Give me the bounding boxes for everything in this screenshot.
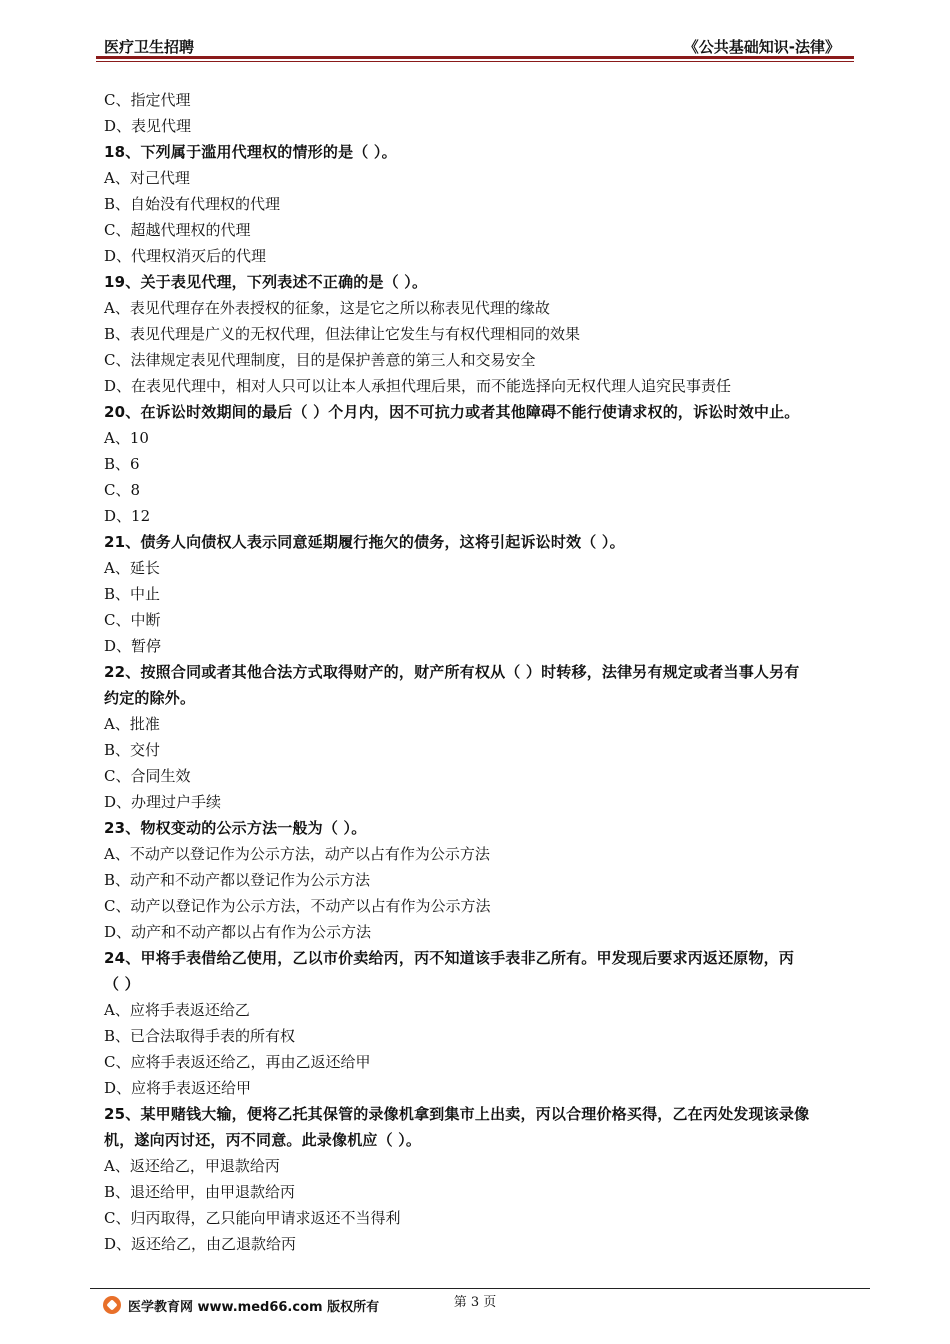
option-line: B、已合法取得手表的所有权 — [104, 1027, 296, 1045]
option-line: D、暂停 — [104, 637, 162, 655]
question-line: 19、关于表见代理，下列表述不正确的是（ ）。 — [104, 273, 428, 291]
option-line: B、动产和不动产都以登记作为公示方法 — [104, 871, 371, 889]
option-line: A、延长 — [104, 559, 160, 577]
option-line: D、代理权消灭后的代理 — [104, 247, 267, 265]
question-line: 约定的除外。 — [104, 689, 196, 707]
option-line: D、表见代理 — [104, 117, 192, 135]
option-line: C、指定代理 — [104, 91, 191, 109]
question-line: （ ） — [104, 975, 140, 993]
question-line: 20、在诉讼时效期间的最后（ ）个月内，因不可抗力或者其他障碍不能行使请求权的，诉讼时效中止。 — [104, 403, 800, 421]
header-right-title: 《公共基础知识-法律》 — [683, 38, 840, 56]
footer-brand: 医学教育网 www.med66.com 版权所有 — [128, 1300, 380, 1315]
question-line: 21、债务人向债权人表示同意延期履行拖欠的债务，这将引起诉讼时效（ ）。 — [104, 533, 625, 551]
question-list — [104, 87, 864, 1257]
footer-rule — [90, 1288, 870, 1289]
option-line: A、表见代理存在外表授权的征象，这是它之所以称表见代理的缘故 — [104, 299, 550, 317]
option-line: D、办理过户手续 — [104, 793, 222, 811]
question-line: 23、物权变动的公示方法一般为（ ）。 — [104, 819, 367, 837]
option-line: B、自始没有代理权的代理 — [104, 195, 281, 213]
option-line: D、在表见代理中，相对人只可以让本人承担代理后果，而不能选择向无权代理人追究民事责任 — [104, 377, 732, 395]
option-line: A、应将手表返还给乙 — [104, 1001, 250, 1019]
page-number: 第 3 页 — [453, 1295, 497, 1310]
option-line: C、8 — [104, 481, 141, 499]
question-line: 24、甲将手表借给乙使用，乙以市价卖给丙，丙不知道该手表非乙所有。甲发现后要求丙返还原物，丙 — [104, 949, 795, 967]
option-line: D、应将手表返还给甲 — [104, 1079, 252, 1097]
option-line: C、法律规定表见代理制度，目的是保护善意的第三人和交易安全 — [104, 351, 536, 369]
option-line: C、应将手表返还给乙，再由乙返还给甲 — [104, 1053, 371, 1071]
option-line: C、超越代理权的代理 — [104, 221, 251, 239]
header-rule-thin — [96, 61, 854, 62]
question-line: 25、某甲赌钱大输，便将乙托其保管的录像机拿到集市上出卖，丙以合理价格买得，乙在丙处发现该录像 — [104, 1105, 810, 1123]
header-rule — [96, 56, 854, 59]
option-line: D、动产和不动产都以占有作为公示方法 — [104, 923, 372, 941]
option-line: B、中止 — [104, 585, 161, 603]
option-line: C、归丙取得，乙只能向甲请求返还不当得利 — [104, 1209, 401, 1227]
option-line: C、中断 — [104, 611, 161, 629]
option-line: B、表见代理是广义的无权代理，但法律让它发生与有权代理相同的效果 — [104, 325, 581, 343]
option-line: A、不动产以登记作为公示方法，动产以占有作为公示方法 — [104, 845, 490, 863]
option-line: C、合同生效 — [104, 767, 191, 785]
option-line: C、动产以登记作为公示方法，不动产以占有作为公示方法 — [104, 897, 491, 915]
option-line: B、交付 — [104, 741, 161, 759]
option-line: D、12 — [104, 507, 151, 525]
header-left-title: 医疗卫生招聘 — [104, 38, 195, 56]
option-line: B、退还给甲，由甲退款给丙 — [104, 1183, 296, 1201]
option-line: D、返还给乙，由乙退款给丙 — [104, 1235, 297, 1253]
option-line: A、对己代理 — [104, 169, 190, 187]
option-line: B、6 — [104, 455, 140, 473]
page-header — [96, 36, 854, 56]
option-line: A、返还给乙，甲退款给丙 — [104, 1157, 280, 1175]
option-line: A、10 — [104, 429, 149, 447]
option-line: A、批准 — [104, 715, 160, 733]
question-line: 机，遂向丙讨还，丙不同意。此录像机应（ ）。 — [104, 1131, 422, 1149]
brand-logo-icon — [103, 1296, 121, 1314]
question-line: 22、按照合同或者其他合法方式取得财产的，财产所有权从（ ）时转移，法律另有规定或者当事人另有 — [104, 663, 800, 681]
question-line: 18、下列属于滥用代理权的情形的是（ ）。 — [104, 143, 397, 161]
